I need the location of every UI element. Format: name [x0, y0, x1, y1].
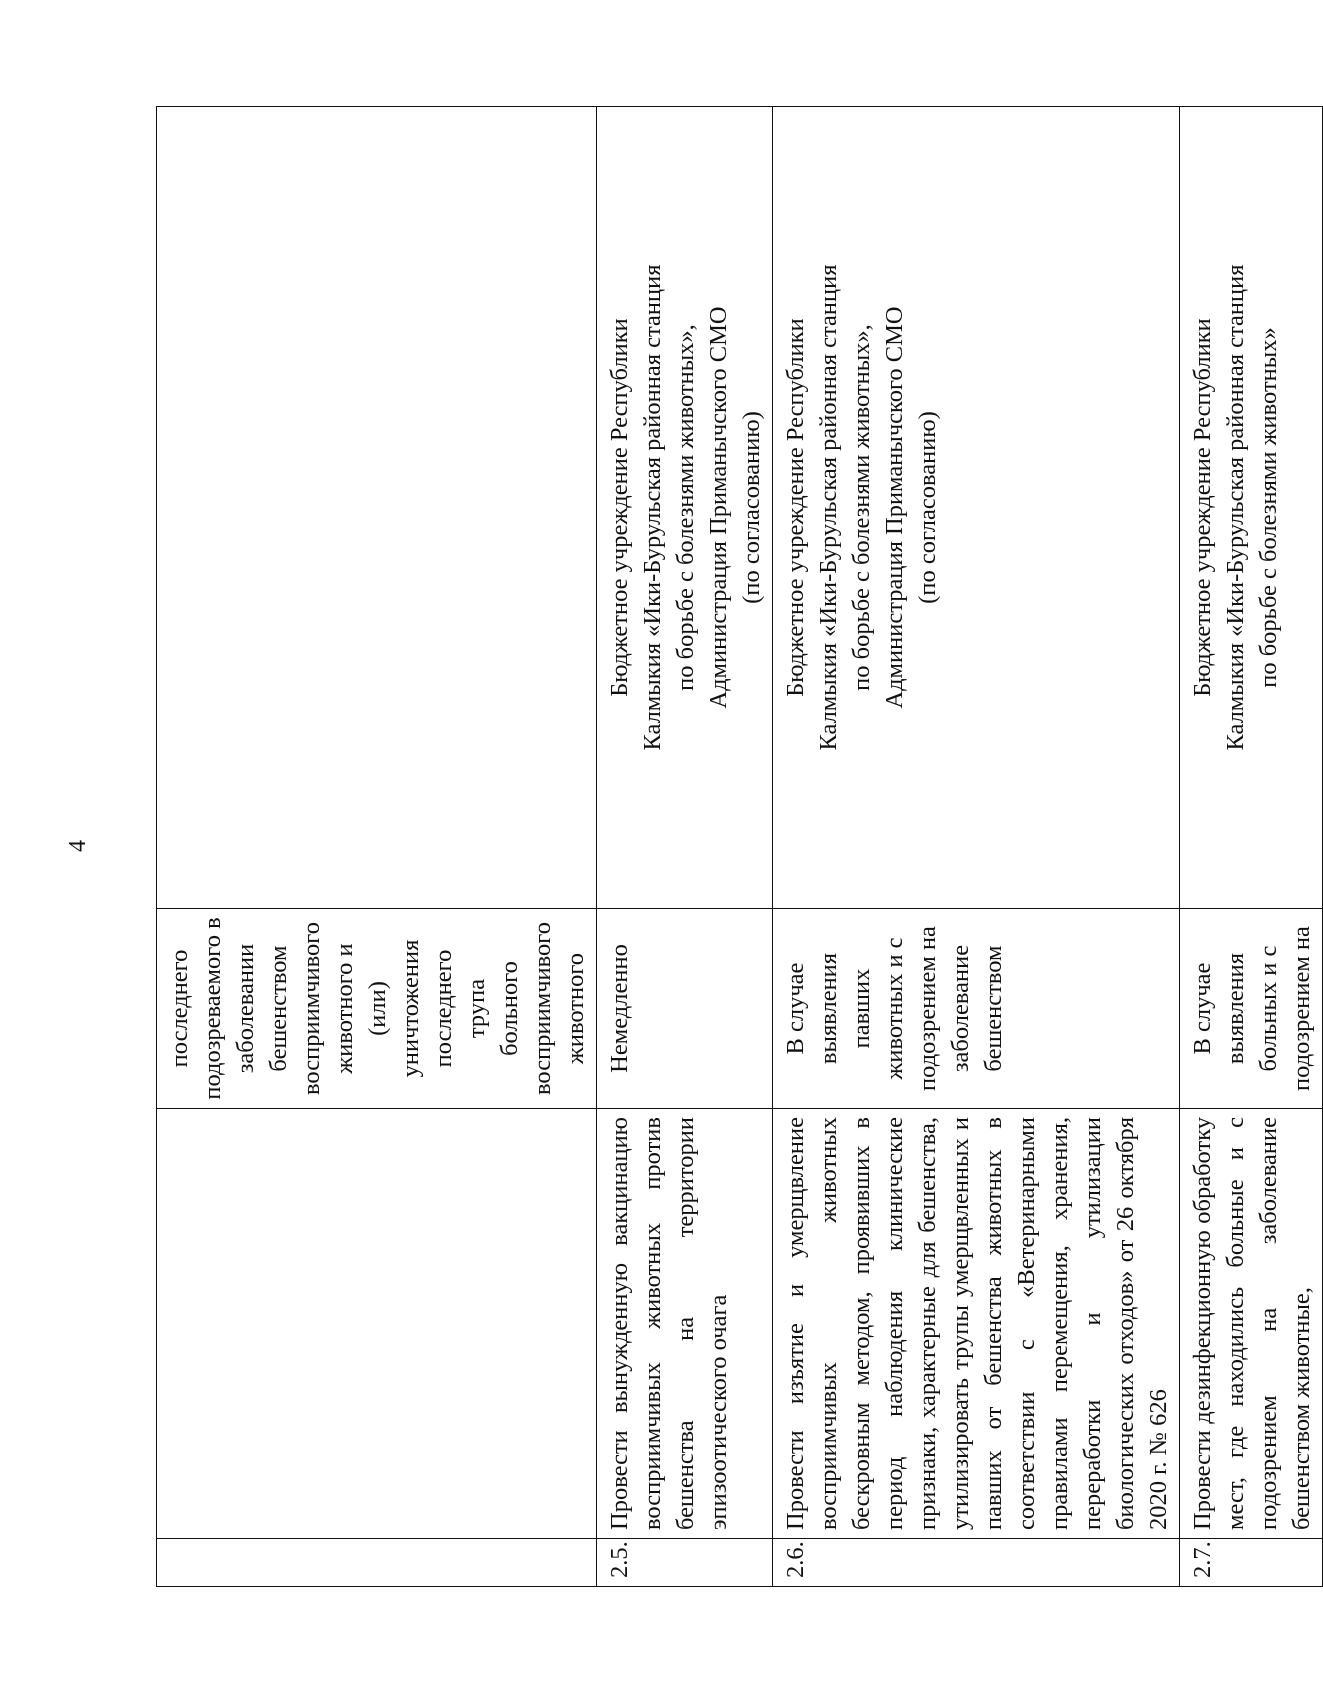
table-row-continuation	[157, 107, 597, 1587]
term-line: бешенством	[265, 945, 292, 1072]
term-line: павших животных и с	[848, 937, 908, 1080]
term-line: уничтожения	[397, 939, 424, 1078]
term-line: заболевание	[947, 944, 974, 1073]
cell-measure: Провести вынужденную вакцинацию восприимчивых животных против бешенства на территории эпизоотического очага	[597, 1109, 773, 1539]
responsible-line: по борьбе с болезнями животных»,	[848, 324, 875, 691]
cell-term	[157, 909, 597, 1109]
cell-term: Немедленно	[597, 909, 773, 1109]
responsible-line: Калмыкия «Ики-Бурульская районная станция	[1222, 264, 1249, 751]
responsible-line: Администрация Приманычского СМО	[705, 306, 732, 709]
term-line: подозреваемого в	[199, 917, 226, 1100]
term-line: бешенством	[980, 945, 1007, 1072]
page-number: 4	[65, 840, 91, 852]
term-line: заболевании	[232, 943, 259, 1074]
rotated-table-wrapper	[156, 107, 1315, 1587]
responsible-line: Калмыкия «Ики-Бурульская районная станция	[639, 264, 666, 751]
table-row	[773, 107, 1180, 1587]
cell-measure: Провести изъятие и умерщвление восприимчивых животных бескровным методом, проявивших в период наблюдения клинические признаки, характерные для бешенства, утилизировать трупы умерщвленных и павших от бешенства животных в соответствии с «Ветеринарными правилами перемещения, хранения, переработки и утилизации биологических отходов» от 26 октября 2020 г. № 626	[773, 1109, 1180, 1539]
responsible-line: Бюджетное учреждение Республики	[606, 318, 633, 697]
cell-number	[157, 1539, 597, 1587]
term-line: восприимчивого	[529, 922, 556, 1095]
measures-table	[156, 106, 1323, 1587]
term-line: последнего	[166, 949, 193, 1068]
cell-responsible	[157, 107, 597, 909]
term-line: В случае выявления	[782, 952, 842, 1065]
cell-number: 2.6.	[773, 1539, 1180, 1587]
term-line: В случае выявления	[1189, 952, 1249, 1065]
cell-number: 2.5.	[597, 1539, 773, 1587]
responsible-line: по борьбе с болезнями животных»	[1255, 327, 1282, 688]
term-line: восприимчивого	[298, 922, 325, 1095]
term-line: больных и с	[1255, 945, 1282, 1072]
table-row	[1180, 107, 1323, 1587]
cell-responsible	[773, 107, 1180, 909]
responsible-line: (по согласованию)	[738, 411, 765, 604]
responsible-line: Администрация Приманычского СМО	[881, 306, 908, 709]
cell-term	[1180, 909, 1323, 1109]
cell-responsible	[597, 107, 773, 909]
cell-measure	[157, 1109, 597, 1539]
term-line: подозрением на	[1288, 926, 1315, 1091]
term-line: последнего трупа	[430, 949, 490, 1068]
cell-term	[773, 909, 1180, 1109]
responsible-line: Калмыкия «Ики-Бурульская районная станция	[815, 264, 842, 751]
cell-measure: Провести дезинфекционную обработку мест, где находились больные и с подозрением на заболевание бешенством животные,	[1180, 1109, 1323, 1539]
table-row	[597, 107, 773, 1587]
term-line: животного и (или)	[331, 943, 391, 1074]
responsible-line: (по согласованию)	[914, 411, 941, 604]
responsible-line: Бюджетное учреждение Республики	[782, 318, 809, 697]
responsible-line: Бюджетное учреждение Республики	[1189, 318, 1216, 697]
cell-responsible	[1180, 107, 1323, 909]
term-line: больного	[496, 961, 523, 1056]
cell-number: 2.7.	[1180, 1539, 1323, 1587]
term-line: животного	[562, 952, 589, 1065]
term-line: подозрением на	[914, 926, 941, 1091]
responsible-line: по борьбе с болезнями животных»,	[672, 324, 699, 691]
